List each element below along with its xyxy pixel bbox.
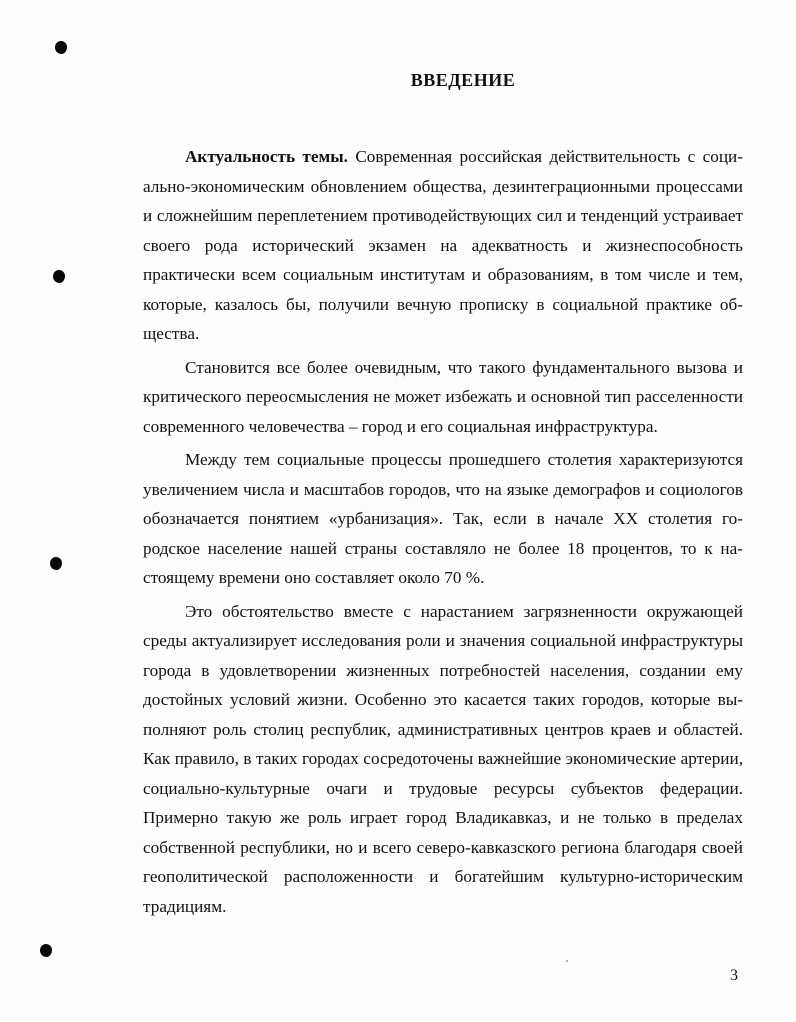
binder-hole-mark [53,270,65,283]
binder-hole-mark [55,41,67,54]
paragraph-2: Становится все более очевидным, что такого фундаментального вызова и критического переосмысления не может избежать и основной тип расселенности современного человечества – город и его социальная инфраструктура. [143,357,743,436]
body-text [143,142,743,925]
scan-speck [566,960,568,962]
paragraph-lead: Актуальность темы. [185,147,348,166]
paragraph-1 [143,142,743,349]
paragraph-4: Это обстоятельство вместе с нарастанием загрязненности окружающей среды актуализирует исследования роли и значения социальной инфраструктуры города в удовлетворении жизненных потребностей населения, создании ему достойных условий жизни. Особенно это касается таких городов, которые выполняют роль столиц республик, административных центров краев и областей. Как правило, в таких городах сосредоточены важнейшие экономические артерии, социально-культурные очаги и трудовые ресурсы субъектов федерации. Примерно такую же роль играет город Владикавказ, и не только в пределах собственной республики, но и всего северо-кавказского региона благодаря своей геополитической расположенности и богатейшим культурно-историческим традициям. [143,601,743,916]
binder-hole-mark [50,557,62,570]
paragraph-text: Современная российская действительность с социально-экономическим обновлением общества, дезинтеграционными процессами и сложнейшим переплетением противодействующих сил и тенденций устраивает своего рода исторический экзамен на адекватность и жизнеспособность практически всем социальным институтам и образованиям, в том числе и тем, которые, казалось бы, получили вечную прописку в социальной практике общества. [143,147,743,343]
page-number: 3 [730,967,738,984]
binder-hole-mark [40,944,52,957]
section-heading: ВВЕДЕНИЕ [410,70,516,90]
paragraph-3: Между тем социальные процессы прошедшего столетия характеризуются увеличением числа и масштабов городов, что на языке демографов и социологов обозначается понятием «урбанизация». Так, если в начале XX столетия городское население нашей страны составляло не более 18 процентов, то к настоящему времени оно составляет около 70 %. [143,450,743,587]
